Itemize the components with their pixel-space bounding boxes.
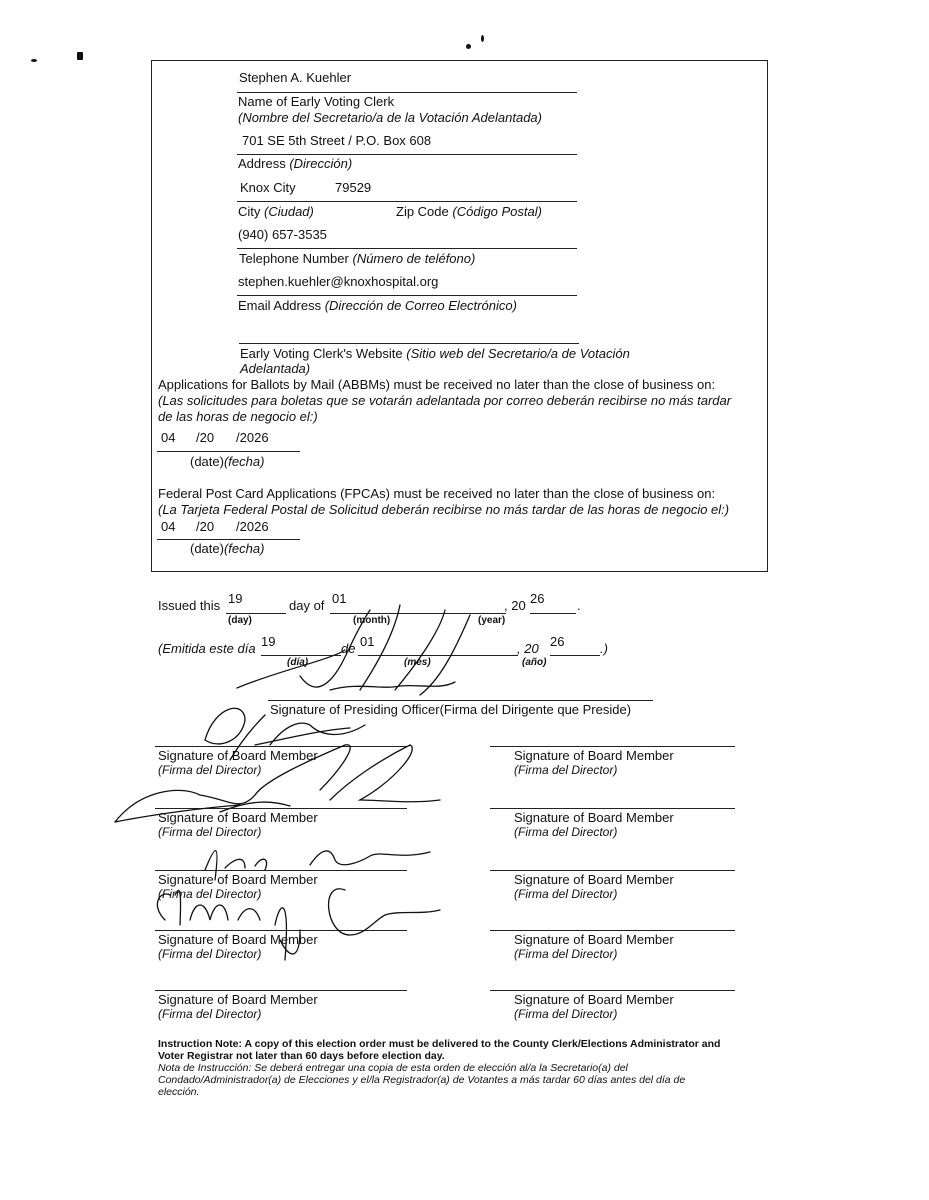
email-label-es: (Dirección de Correo Electrónico) (324, 298, 517, 313)
board-member-label-es: (Firma del Director) (158, 763, 262, 777)
issued-day-value-es: 19 (261, 634, 276, 649)
clerk-name-label: Name of Early Voting Clerk (238, 94, 395, 109)
scan-speck (31, 59, 37, 62)
abbm-day-value: 20 (199, 430, 215, 445)
board-member-label-es: (Firma del Director) (158, 825, 262, 839)
board-member-label: Signature of Board Member (158, 992, 318, 1007)
website-label (240, 346, 630, 361)
issued-month-line-es (358, 655, 518, 656)
abbm-text: Applications for Ballots by Mail (ABBMs) must be received no later than the close of business on: (158, 377, 716, 392)
board-member-label: Signature of Board Member (158, 932, 318, 947)
presiding-label-es: (Firma del Dirigente que Preside) (439, 702, 632, 717)
phone-value: (940) 657-3535 (238, 227, 327, 242)
board-member-label: Signature of Board Member (158, 748, 318, 763)
phone-label-es: (Número de teléfono) (352, 251, 476, 266)
issued-day-of: day of (289, 598, 325, 613)
city-label (238, 204, 314, 219)
fpca-day: /20 (196, 519, 215, 534)
issued-day-label-es: (día) (287, 657, 309, 668)
email-label-en: Email Address (238, 298, 322, 313)
phone-line (237, 248, 577, 249)
issued-month-label-es: (mes) (404, 657, 431, 668)
board-member-label-es: (Firma del Director) (514, 947, 618, 961)
abbm-day: /20 (196, 430, 215, 445)
board-member-signature-line (155, 990, 407, 991)
issued-period: . (577, 598, 581, 613)
board-member-signature-line (155, 930, 407, 931)
issued-month-line (330, 613, 506, 614)
fpca-month: 04 (161, 519, 176, 534)
phone-label-en: Telephone Number (239, 251, 349, 266)
issued-day-value: 19 (228, 591, 243, 606)
abbm-date-label (190, 454, 264, 469)
website-label-en: Early Voting Clerk's Website (240, 346, 403, 361)
board-member-label-es: (Firma del Director) (514, 825, 618, 839)
email-line (237, 295, 577, 296)
issued-day-line (226, 613, 286, 614)
clerk-name-value: Stephen A. Kuehler (239, 70, 352, 85)
address-label-es: (Dirección) (289, 156, 353, 171)
issued-year-label-es: (año) (522, 657, 547, 668)
zip-label-en: Zip Code (396, 204, 449, 219)
fpca-year-value: 2026 (239, 519, 269, 534)
issued-month-value: 01 (332, 591, 347, 606)
abbm-text-es-2: de las horas de negocio el:) (158, 409, 318, 424)
issued-year-line (530, 613, 576, 614)
fpca-year: /2026 (236, 519, 269, 534)
board-member-label: Signature of Board Member (514, 748, 674, 763)
issued-year-prefix: , 20 (504, 598, 526, 613)
issued-year-value-es: 26 (550, 634, 565, 649)
presiding-signature-line (268, 700, 653, 701)
issued-year-prefix-es: , 20 (517, 641, 539, 656)
website-label-es: (Sitio web del Secretario/a de Votación (406, 346, 630, 361)
address-label-en: Address (238, 156, 286, 171)
issued-day-label: (day) (228, 615, 252, 626)
board-member-signature-line (490, 808, 735, 809)
board-member-label: Signature of Board Member (514, 872, 674, 887)
date-label-es: (fecha) (223, 541, 265, 556)
board-member-label-es: (Firma del Director) (514, 763, 618, 777)
issued-close-es: .) (600, 641, 608, 656)
city-value: Knox City (240, 180, 296, 195)
fpca-date-line (157, 539, 300, 540)
scan-speck (77, 52, 83, 60)
city-zip-line (237, 201, 577, 202)
board-member-signature-line (490, 990, 735, 991)
date-label-es: (fecha) (223, 454, 265, 469)
scan-speck (466, 44, 471, 49)
board-member-signature-line (490, 930, 735, 931)
board-member-label-es: (Firma del Director) (158, 947, 262, 961)
clerk-name-label-es: (Nombre del Secretario/a de la Votación Adelantada) (238, 110, 542, 125)
abbm-year: /2026 (236, 430, 269, 445)
abbm-text-es-1: (Las solicitudes para boletas que se votarán adelantada por correo deberán recibirse no más tardar (158, 393, 732, 408)
board-member-label: Signature of Board Member (514, 932, 674, 947)
board-member-label-es: (Firma del Director) (158, 1007, 262, 1021)
issued-de-es: de (341, 641, 356, 656)
city-label-en: City (238, 204, 261, 219)
instruction-en-1: Instruction Note: A copy of this election order must be delivered to the County Clerk/Elections Administrator and (158, 1038, 721, 1050)
scan-speck (481, 35, 484, 42)
abbm-year-value: 2026 (239, 430, 269, 445)
instruction-note (158, 1038, 720, 1098)
abbm-month: 04 (161, 430, 176, 445)
board-member-signature-line (490, 870, 735, 871)
board-member-label: Signature of Board Member (158, 810, 318, 825)
issued-year-value: 26 (530, 591, 545, 606)
email-label (238, 298, 517, 313)
date-label-en: (date) (190, 541, 224, 556)
zip-label-es: (Código Postal) (452, 204, 542, 219)
presiding-label-en: Signature of Presiding Officer (270, 702, 440, 717)
clerk-name-line (237, 92, 577, 93)
board-member-label-es: (Firma del Director) (158, 887, 262, 901)
issued-month-value-es: 01 (360, 634, 375, 649)
phone-label (239, 251, 475, 266)
board-member-label-es: (Firma del Director) (514, 887, 618, 901)
instruction-es-2: Condado/Administrador(a) de Elecciones y el/la Registrador(a) de Votantes a más tardar 60 días antes del día de (158, 1074, 686, 1086)
address-line (237, 154, 577, 155)
board-member-signature-line (155, 746, 407, 747)
issued-month-label: (month) (353, 615, 391, 626)
zip-value: 79529 (335, 180, 372, 195)
website-line (239, 343, 579, 344)
fpca-day-value: 20 (199, 519, 215, 534)
board-member-signature-line (155, 870, 407, 871)
issued-prefix-es: (Emitida este día (158, 641, 256, 656)
website-label-es-2: Adelantada) (240, 361, 311, 376)
board-member-label: Signature of Board Member (158, 872, 318, 887)
instruction-es-1: Nota de Instrucción: Se deberá entregar una copia de esta orden de elección al/a la Secretario(a) del (158, 1062, 628, 1074)
presiding-label (270, 702, 631, 717)
email-value: stephen.kuehler@knoxhospital.org (238, 274, 439, 289)
issued-year-label: (year) (478, 615, 506, 626)
instruction-es-3: elección. (158, 1086, 200, 1098)
city-label-es: (Ciudad) (264, 204, 314, 219)
fpca-text: Federal Post Card Applications (FPCAs) must be received no later than the close of business on: (158, 486, 716, 501)
board-member-label-es: (Firma del Director) (514, 1007, 618, 1021)
zip-label (396, 204, 542, 219)
board-member-signature-line (490, 746, 735, 747)
fpca-text-es: (La Tarjeta Federal Postal de Solicitud deberán recibirse no más tardar de las horas de negocio el:) (158, 502, 730, 517)
issued-prefix: Issued this (158, 598, 221, 613)
date-label-en: (date) (190, 454, 224, 469)
instruction-en-2: Voter Registrar not later than 60 days before election day. (158, 1050, 445, 1062)
abbm-date-line (157, 451, 300, 452)
board-member-label: Signature of Board Member (514, 992, 674, 1007)
address-label (238, 156, 352, 171)
fpca-date-label (190, 541, 264, 556)
issued-day-line-es (261, 655, 341, 656)
address-value: 701 SE 5th Street / P.O. Box 608 (242, 133, 432, 148)
board-member-label: Signature of Board Member (514, 810, 674, 825)
board-member-signature-line (155, 808, 407, 809)
issued-year-line-es (550, 655, 600, 656)
